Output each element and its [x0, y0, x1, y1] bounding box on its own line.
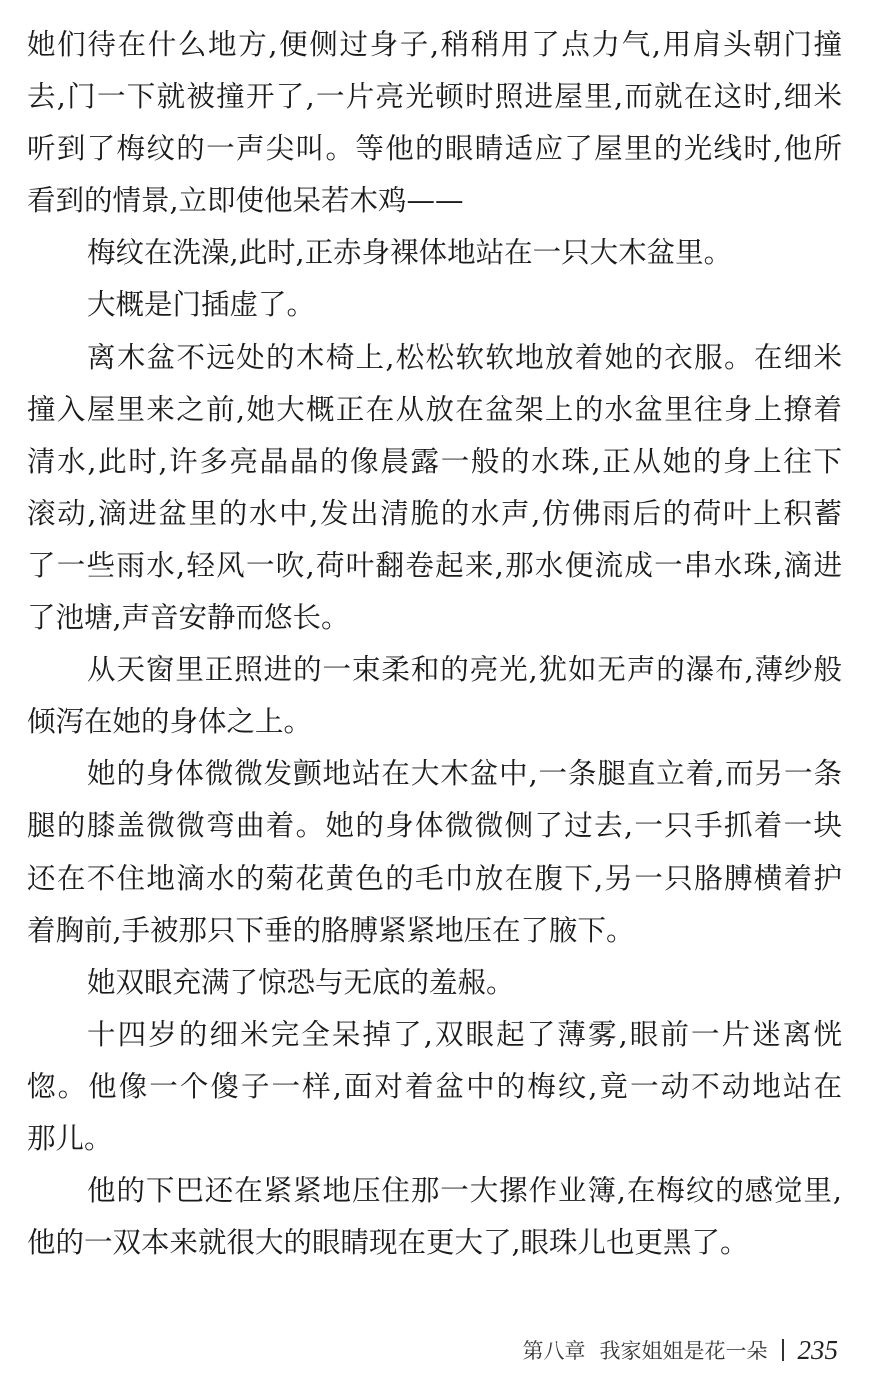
text-line: 那儿。: [27, 1121, 113, 1155]
body-text: [27, 19, 842, 1269]
paragraph: [27, 279, 842, 331]
paragraph: [27, 644, 842, 748]
text-line: 了一些雨水,轻风一吹,荷叶翻卷起来,那水便流成一串水珠,滴进: [27, 548, 842, 582]
paragraph: [27, 332, 842, 645]
text-line: 她们待在什么地方,便侧过身子,稍稍用了点力气,用肩头朝门撞: [27, 28, 842, 61]
paragraph: [27, 748, 842, 956]
text-line: 离木盆不远处的木椅上,松松软软地放着她的衣服。在细米: [87, 340, 842, 374]
text-line: 去,门一下就被撞开了,一片亮光顿时照进屋里,而就在这时,细米: [27, 80, 842, 114]
paragraph: [27, 1009, 842, 1165]
text-line: 滚动,滴进盆里的水中,发出清脆的水声,仿佛雨后的荷叶上积蓄: [27, 496, 842, 530]
text-line: 从天窗里正照进的一束柔和的亮光,犹如无声的瀑布,薄纱般: [87, 653, 842, 687]
text-line: 梅纹在洗澡,此时,正赤身裸体地站在一只大木盆里。: [87, 236, 733, 270]
text-line: 她的身体微微发颤地站在大木盆中,一条腿直立着,而另一条: [87, 757, 842, 791]
text-line: 她双眼充满了惊恐与无底的羞赧。: [87, 965, 515, 999]
text-line: 听到了梅纹的一声尖叫。等他的眼睛适应了屋里的光线时,他所: [27, 132, 842, 166]
text-line: 看到的情景,立即使他呆若木鸡——: [27, 184, 464, 218]
text-line: 着胸前,手被那只下垂的胳膊紧紧地压在了腋下。: [27, 913, 635, 947]
text-line: 清水,此时,许多亮晶晶的像晨露一般的水珠,正从她的身上往下: [27, 444, 842, 478]
text-line: 他的下巴还在紧紧地压住那一大摞作业簿,在梅纹的感觉里,: [87, 1174, 842, 1208]
text-line: 撞入屋里来之前,她大概正在从放在盆架上的水盆里往身上撩着: [27, 392, 842, 426]
paragraph: [27, 227, 842, 279]
running-footer: [523, 1330, 839, 1370]
paragraph: [27, 957, 842, 1009]
text-line: 大概是门插虚了。: [87, 288, 316, 322]
footer-chapter-title: 我家姐姐是花一朵: [599, 1339, 768, 1363]
paragraph: [27, 1165, 842, 1269]
page-number: 235: [797, 1334, 838, 1365]
text-line: 十四岁的细米完全呆掉了,双眼起了薄雾,眼前一片迷离恍: [87, 1017, 842, 1051]
footer-chapter: 第八章: [522, 1339, 586, 1363]
paragraph: [27, 19, 842, 227]
text-line: 他的一双本来就很大的眼睛现在更大了,眼珠儿也更黑了。: [27, 1226, 749, 1260]
text-line: 还在不住地滴水的菊花黄色的毛巾放在腹下,另一只胳膊横着护: [27, 861, 842, 895]
text-line: 倾泻在她的身体之上。: [27, 705, 313, 739]
text-line: 惚。他像一个傻子一样,面对着盆中的梅纹,竟一动不动地站在: [27, 1069, 842, 1103]
footer-separator: [782, 1339, 784, 1361]
text-line: 腿的膝盖微微弯曲着。她的身体微微侧了过去,一只手抓着一块: [27, 809, 842, 843]
text-line: 了池塘,声音安静而悠长。: [27, 601, 350, 635]
